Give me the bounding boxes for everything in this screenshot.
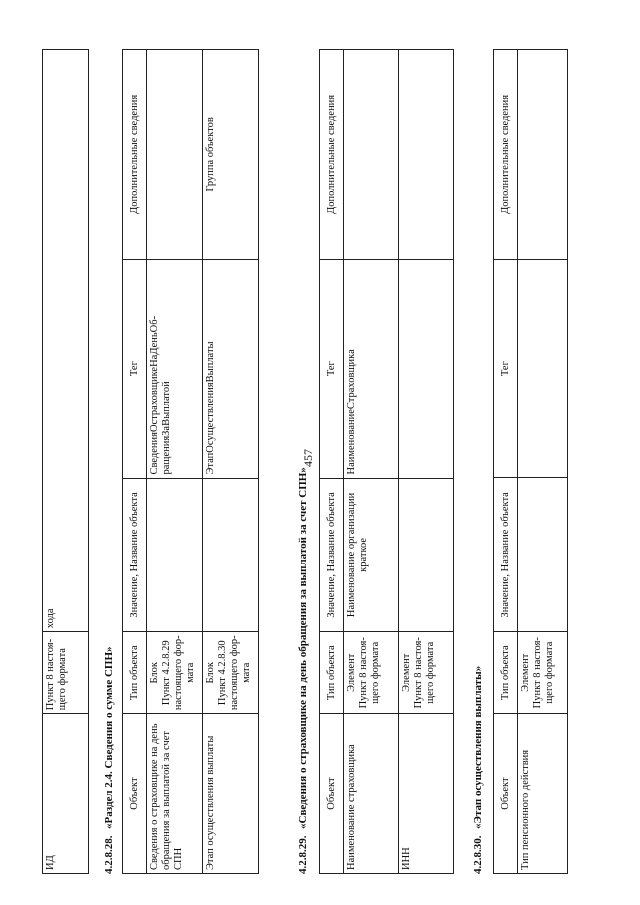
col-header-object: Объект: [123, 714, 147, 874]
cell-type: Элемент Пункт 8 настоя- щего формата: [518, 632, 568, 714]
cell-value: хода: [43, 50, 89, 632]
col-header-tag: Тег: [320, 259, 344, 478]
cell-value: [399, 478, 454, 632]
table-row: [518, 50, 568, 874]
cell-type: Элемент Пункт 8 настоя- щего формата: [344, 632, 399, 714]
cell-tag: НаименованиеСтраховщика: [344, 259, 399, 478]
section-title: «Сведения о страховщике на день обращения за выплатой за счет СПН»: [297, 467, 309, 829]
table-section-2: [319, 49, 454, 874]
cell-tag: ЭтапОсуществленияВыплаты: [203, 259, 259, 478]
section-heading: [472, 666, 484, 874]
cell-extra: [344, 50, 399, 260]
section-number: 4.2.8.29.: [297, 835, 309, 874]
col-header-value: Значение, Название объекта: [320, 478, 344, 632]
col-header-object: Объект: [494, 714, 518, 874]
table-row: [399, 50, 454, 874]
cell-tag: [518, 259, 568, 478]
col-header-tag: Тег: [123, 259, 147, 478]
cell-value: [518, 478, 568, 632]
table-section-1: [122, 49, 259, 874]
cell-object: Этап осуществления выплаты: [203, 714, 259, 874]
cell-tag: СведенияОстраховщикеНаДеньОб- ращенияЗаВыплатой: [147, 259, 203, 478]
table-row: [147, 50, 203, 874]
col-header-extra: Дополнительные сведения: [494, 50, 518, 260]
col-header-object: Объект: [320, 714, 344, 874]
col-header-value: Значение, Название объекта: [123, 478, 147, 632]
page-number: 457: [301, 449, 315, 467]
cell-extra: Группа объектов: [203, 50, 259, 260]
cell-id: ИД: [43, 714, 89, 874]
cell-object: Сведения о страховщике на день обращения за выплатой за счет СПН: [147, 714, 203, 874]
cell-object: Тип пенсионного действия: [518, 714, 568, 874]
cell-extra: [147, 50, 203, 260]
table-section-3: [493, 49, 568, 874]
section-title: «Этап осуществления выплаты»: [472, 665, 484, 829]
cell-object: Наименование страховщика: [344, 714, 399, 874]
col-header-type: Тип объекта: [320, 632, 344, 714]
table-header-row: [320, 50, 344, 874]
section-title: «Раздел 2.4. Сведения о сумме СПН»: [103, 646, 115, 829]
cell-extra: [399, 50, 454, 260]
col-header-value: Значение, Название объекта: [494, 478, 518, 632]
cell-type: Блок Пункт 4.2.8.30 настоящего фор- мата: [203, 632, 259, 714]
cell-object: ИНН: [399, 714, 454, 874]
section-heading: [297, 467, 309, 874]
cell-value: Наименование организации краткое: [344, 478, 399, 632]
cell-type: Пункт 8 настоя- щего формата: [43, 632, 89, 714]
table-header-row: [123, 50, 147, 874]
section-number: 4.2.8.30.: [472, 835, 484, 874]
table-header-row: [494, 50, 518, 874]
cell-type: Блок Пункт 4.2.8.29 настоящего фор- мата: [147, 632, 203, 714]
col-header-tag: Тег: [494, 259, 518, 478]
cell-type: Элемент Пункт 8 настоя- щего формата: [399, 632, 454, 714]
section-number: 4.2.8.28.: [103, 835, 115, 874]
col-header-extra: Дополнительные сведения: [320, 50, 344, 260]
cell-value: [147, 478, 203, 632]
cell-tag: [399, 259, 454, 478]
table-row: [344, 50, 399, 874]
cell-value: [203, 478, 259, 632]
table-fragment-top: [42, 49, 89, 874]
col-header-type: Тип объекта: [123, 632, 147, 714]
cell-extra: [518, 50, 568, 260]
table-row: [203, 50, 259, 874]
col-header-type: Тип объекта: [494, 632, 518, 714]
section-heading: [103, 646, 115, 874]
table-row: [43, 50, 89, 874]
col-header-extra: Дополнительные сведения: [123, 50, 147, 260]
